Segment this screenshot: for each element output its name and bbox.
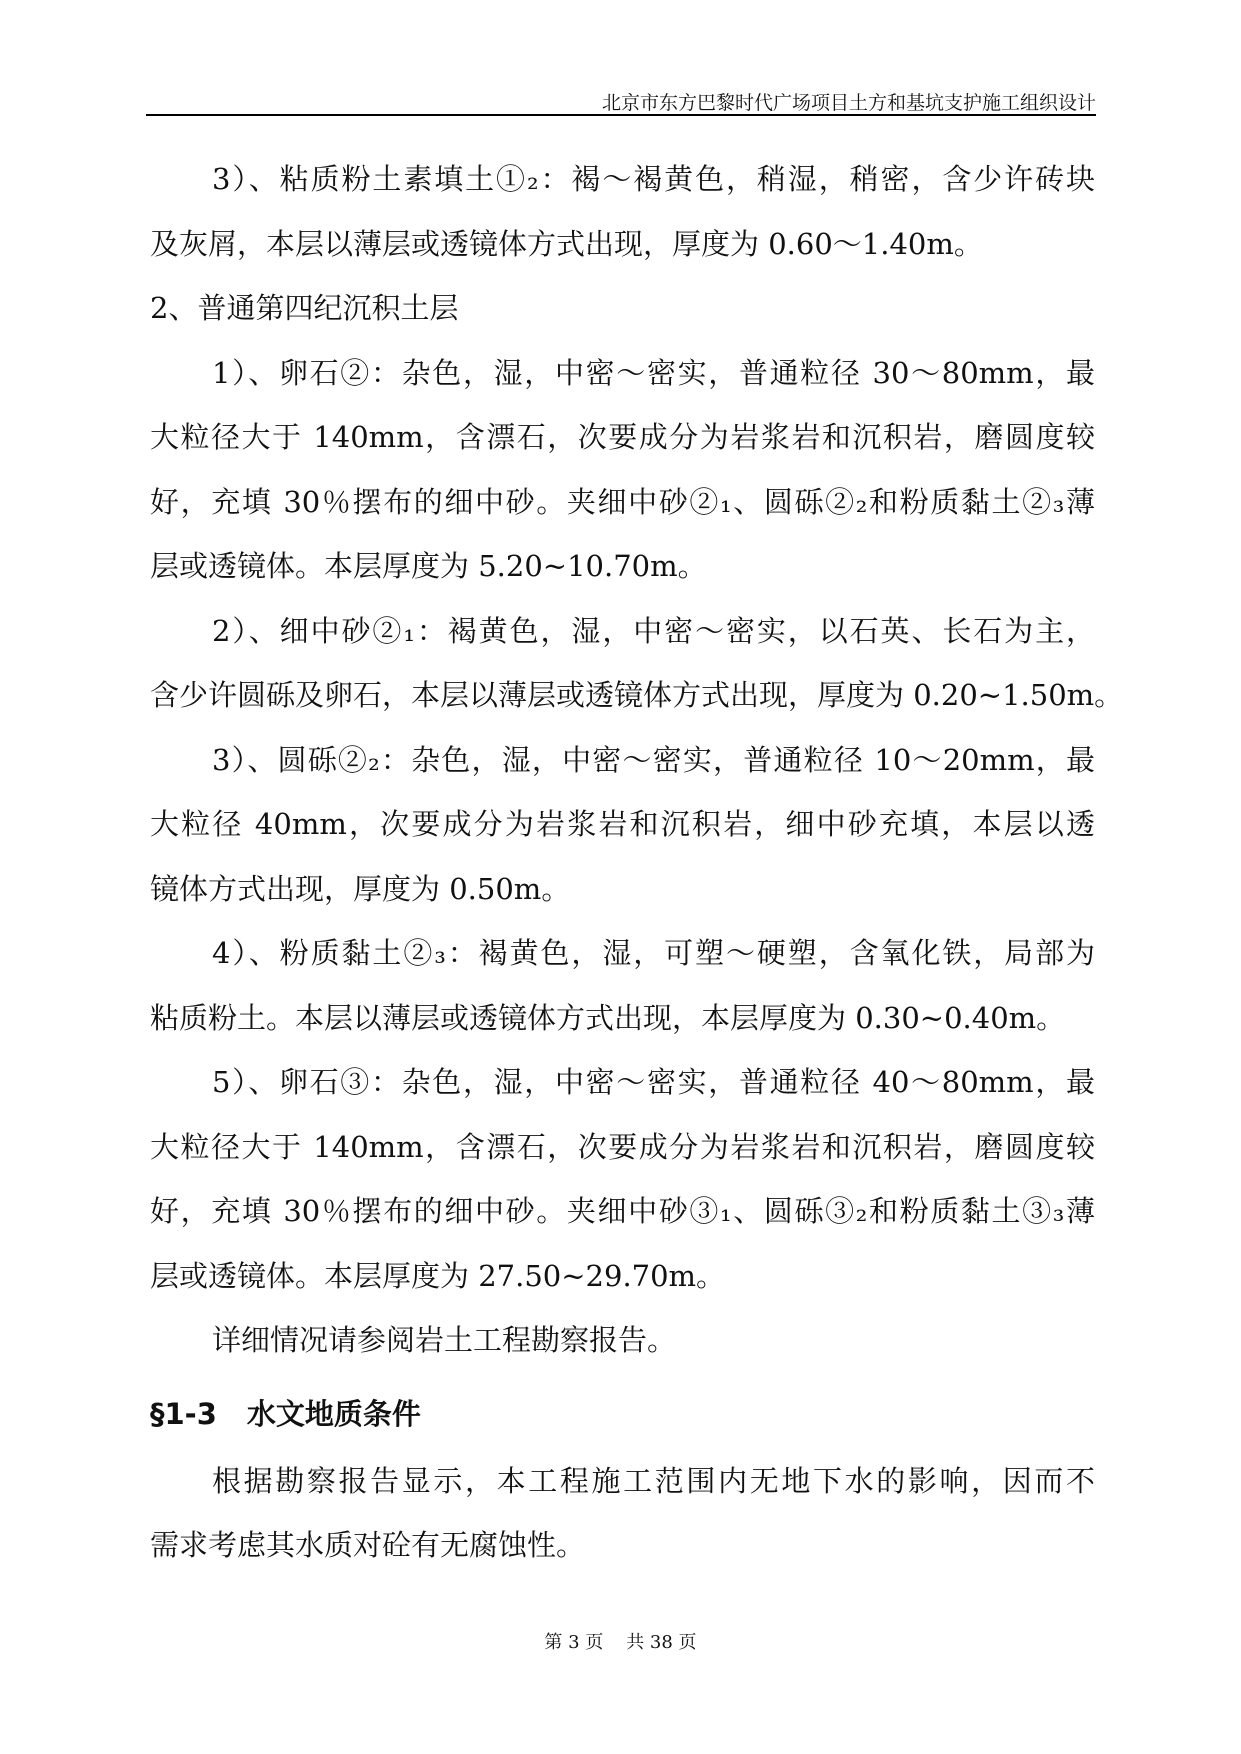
paragraph-line: 3）、粘质粉土素填土①₂：褐～褐黄色，稍湿，稍密，含少许砖块 bbox=[212, 162, 1095, 196]
page-footer: 第 3 页 共 38 页 bbox=[544, 1632, 697, 1653]
paragraph-line: 粘质粉土。本层以薄层或透镜体方式出现，本层厚度为 0.30~0.40m。 bbox=[150, 1001, 1066, 1035]
paragraph-line: 及灰屑，本层以薄层或透镜体方式出现，厚度为 0.60～1.40m。 bbox=[150, 227, 983, 261]
paragraph-line: 含少许圆砾及卵石，本层以薄层或透镜体方式出现，厚度为 0.20~1.50m。 bbox=[150, 678, 1124, 712]
paragraph-line: 1）、卵石②：杂色，湿，中密～密实，普通粒径 30～80mm，最 bbox=[212, 356, 1095, 390]
subheading-line: 2、普通第四纪沉积土层 bbox=[150, 291, 459, 325]
paragraph-line: 好，充填 30％摆布的细中砂。夹细中砂③₁、圆砾③₂和粉质黏土③₃薄 bbox=[150, 1194, 1095, 1228]
page-header bbox=[146, 86, 1096, 116]
paragraph-line: 大粒径 40mm，次要成分为岩浆岩和沉积岩，细中砂充填，本层以透 bbox=[150, 807, 1095, 841]
paragraph-line: 层或透镜体。本层厚度为 5.20~10.70m。 bbox=[150, 549, 707, 583]
paragraph-line: 层或透镜体。本层厚度为 27.50~29.70m。 bbox=[150, 1259, 726, 1293]
paragraph-line: 2）、细中砂②₁：褐黄色，湿，中密～密实，以石英、长石为主， bbox=[212, 614, 1095, 648]
paragraph-line: 镜体方式出现，厚度为 0.50m。 bbox=[150, 872, 571, 906]
section-number: §1-3 bbox=[150, 1397, 217, 1431]
paragraph-line: 需求考虑其水质对砼有无腐蚀性。 bbox=[150, 1528, 586, 1562]
paragraph-line: 5）、卵石③：杂色，湿，中密～密实，普通粒径 40～80mm，最 bbox=[212, 1065, 1095, 1099]
paragraph-line: 4）、粉质黏土②₃：褐黄色，湿，可塑～硬塑，含氧化铁，局部为 bbox=[212, 936, 1095, 970]
paragraph-line: 大粒径大于 140mm，含漂石，次要成分为岩浆岩和沉积岩，磨圆度较 bbox=[150, 1130, 1095, 1164]
paragraph-line: 3）、圆砾②₂：杂色，湿，中密～密实，普通粒径 10～20mm，最 bbox=[212, 743, 1095, 777]
paragraph-line: 大粒径大于 140mm，含漂石，次要成分为岩浆岩和沉积岩，磨圆度较 bbox=[150, 420, 1095, 454]
header-title: 北京市东方巴黎时代广场项目土方和基坑支护施工组织设计 bbox=[601, 92, 1096, 114]
paragraph-line: 详细情况请参阅岩土工程勘察报告。 bbox=[212, 1323, 677, 1357]
section-heading bbox=[150, 1392, 421, 1436]
paragraph-line: 根据勘察报告显示，本工程施工范围内无地下水的影响，因而不 bbox=[212, 1464, 1095, 1498]
paragraph-line: 好，充填 30％摆布的细中砂。夹细中砂②₁、圆砾②₂和粉质黏土②₃薄 bbox=[150, 485, 1095, 519]
section-title: 水文地质条件 bbox=[246, 1397, 421, 1431]
